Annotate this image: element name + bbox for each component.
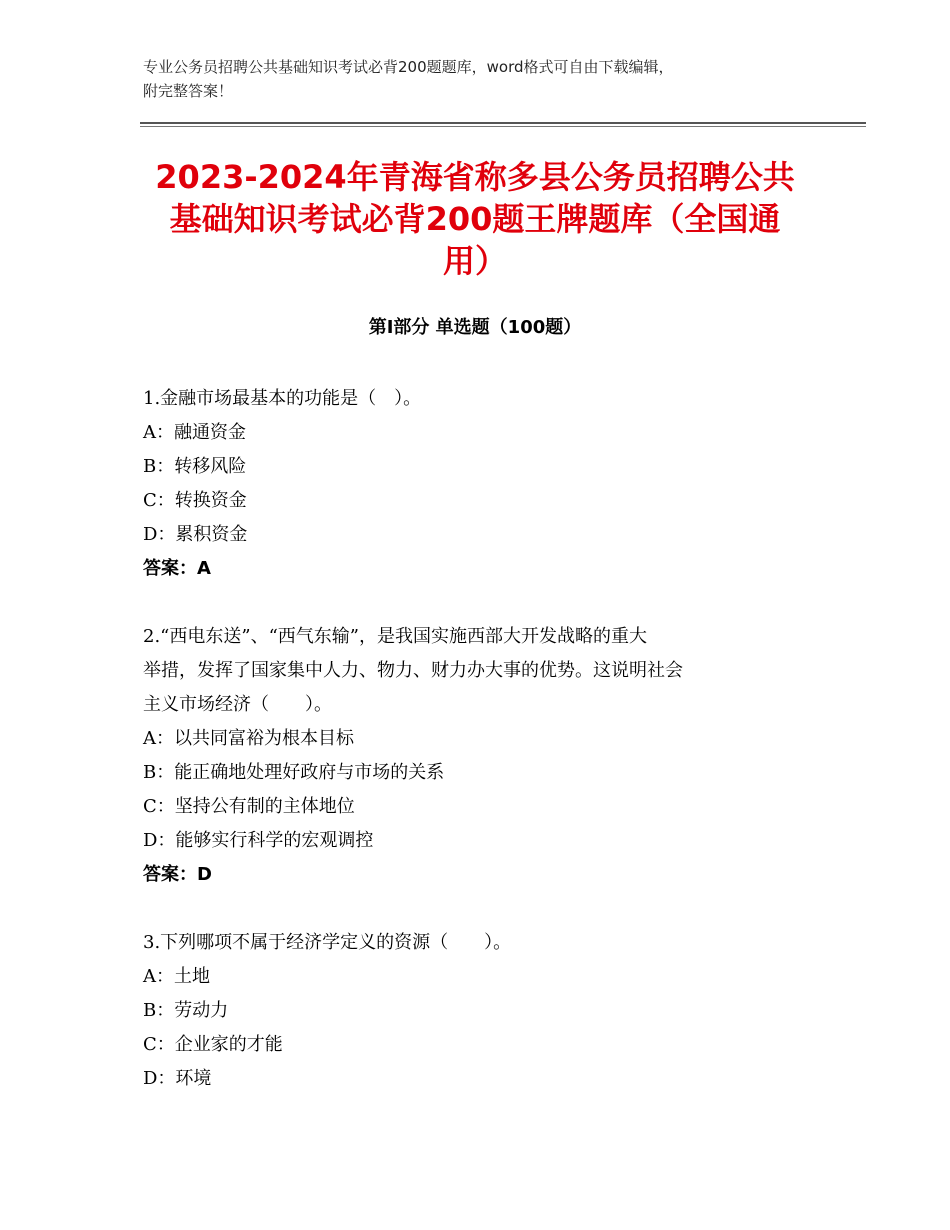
question-list — [143, 382, 808, 1130]
header-note-line-1: 专业公务员招聘公共基础知识考试必背200题题库，word格式可自由下载编辑， — [143, 58, 674, 76]
answer-label: 答案：D — [143, 864, 212, 885]
question-2 — [143, 620, 808, 892]
question-stem-line-3: 主义市场经济（ ）。 — [143, 694, 332, 715]
option-b: B：转移风险 — [143, 456, 247, 477]
question-stem-line-1: 2.“西电东送”、“西气东输”，是我国实施西部大开发战略的重大 — [143, 626, 647, 647]
question-3 — [143, 926, 808, 1096]
header-note — [143, 55, 823, 103]
option-c: C：转换资金 — [143, 490, 247, 511]
option-d: D：累积资金 — [143, 524, 248, 545]
option-a: A：土地 — [143, 966, 210, 987]
option-a: A：以共同富裕为根本目标 — [143, 728, 354, 749]
option-c: C：企业家的才能 — [143, 1034, 283, 1055]
option-c: C：坚持公有制的主体地位 — [143, 796, 355, 817]
header-note-line-2: 附完整答案！ — [143, 82, 234, 100]
document-title — [130, 156, 820, 282]
title-line-2: 基础知识考试必背200题王牌题库（全国通 — [169, 200, 781, 238]
title-line-1: 2023-2024年青海省称多县公务员招聘公共 — [155, 158, 795, 196]
option-a: A：融通资金 — [143, 422, 246, 443]
question-stem: 3.下列哪项不属于经济学定义的资源（ ）。 — [143, 932, 512, 953]
option-d: D：能够实行科学的宏观调控 — [143, 830, 374, 851]
title-line-3: 用） — [442, 242, 507, 280]
question-stem: 1.金融市场最基本的功能是（ ）。 — [143, 388, 422, 409]
option-b: B：能正确地处理好政府与市场的关系 — [143, 762, 445, 783]
header-divider-thick — [140, 122, 866, 124]
question-1 — [143, 382, 808, 586]
header-divider-thin — [140, 126, 866, 127]
option-b: B：劳动力 — [143, 1000, 229, 1021]
section-title: 第Ⅰ部分 单选题（100题） — [368, 317, 582, 338]
answer-label: 答案：A — [143, 558, 211, 579]
question-stem-line-2: 举措，发挥了国家集中人力、物力、财力办大事的优势。这说明社会 — [143, 660, 683, 681]
option-d: D：环境 — [143, 1068, 212, 1089]
